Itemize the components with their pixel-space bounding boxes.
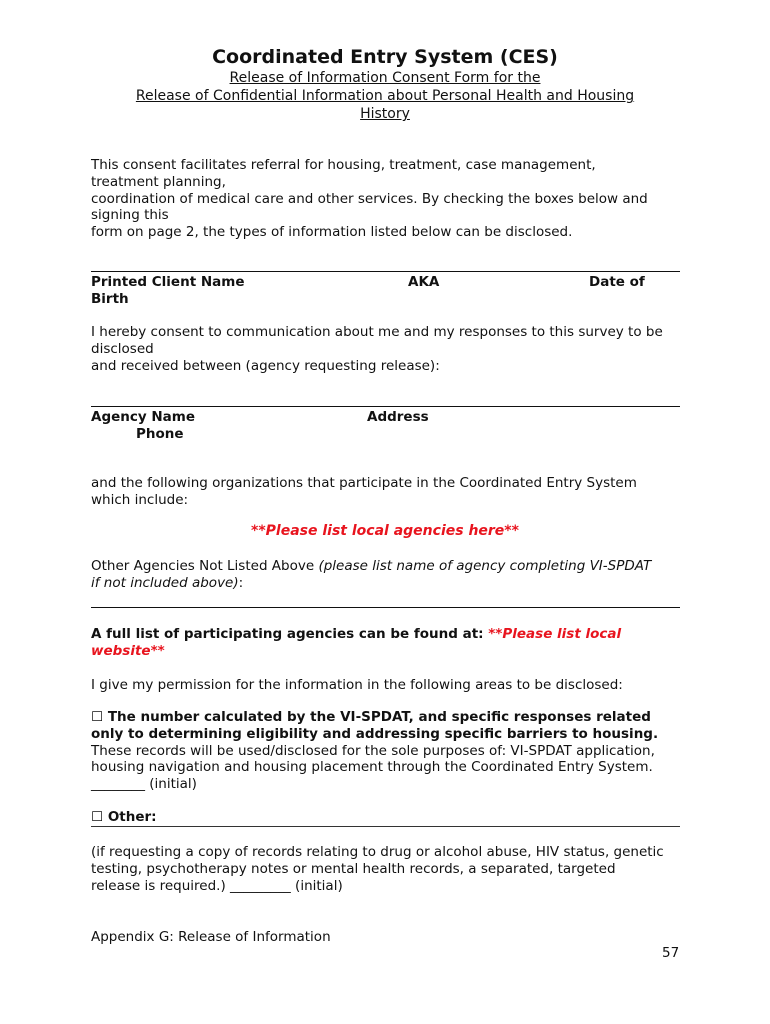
phone-label: Phone bbox=[136, 426, 184, 442]
permission-text: I give my permission for the information in the following areas to be disclosed: bbox=[91, 677, 623, 693]
subtitle-line-1: Release of Information Consent Form for the bbox=[229, 70, 541, 86]
address-label: Address bbox=[367, 409, 429, 425]
other-checkbox[interactable]: ☐ bbox=[91, 809, 104, 825]
intro-line: signing this bbox=[91, 207, 169, 224]
vi-spdat-option-title: The number calculated by the VI-SPDAT, and specific responses related bbox=[107, 709, 651, 725]
page-number: 57 bbox=[662, 945, 680, 961]
organizations-line: which include: bbox=[91, 491, 189, 508]
organizations-line: and the following organizations that participate in the Coordinated Entry System bbox=[91, 475, 637, 491]
page-title: Coordinated Entry System (CES) bbox=[212, 46, 558, 68]
dob-label-continued: Birth bbox=[91, 291, 129, 307]
consent-line: I hereby consent to communication about me and my responses to this survey to be bbox=[91, 324, 663, 340]
other-agencies-colon: : bbox=[238, 574, 244, 591]
other-option-label: Other: bbox=[107, 809, 157, 825]
local-agencies-placeholder: **Please list local agencies here** bbox=[251, 523, 519, 539]
intro-line: This consent facilitates referral for housing, treatment, case management, bbox=[91, 157, 596, 173]
local-website-placeholder: **Please list local bbox=[488, 626, 622, 642]
other-entry-line[interactable] bbox=[91, 826, 680, 827]
vi-spdat-option-description: These records will be used/disclosed for the sole purposes of: VI-SPDAT application, bbox=[91, 742, 655, 759]
appendix-footer: Appendix G: Release of Information bbox=[91, 929, 331, 945]
local-website-placeholder-continued: website** bbox=[91, 642, 165, 659]
vi-spdat-initial-field[interactable]: ________ (initial) bbox=[91, 776, 197, 793]
intro-line: form on page 2, the types of information listed below can be disclosed. bbox=[91, 224, 573, 241]
client-name-label: Printed Client Name bbox=[91, 274, 245, 290]
consent-line: disclosed bbox=[91, 340, 154, 357]
intro-line: treatment planning, bbox=[91, 173, 226, 190]
note-line: testing, psychotherapy notes or mental health records, a separated, targeted bbox=[91, 860, 616, 877]
agency-name-label: Agency Name bbox=[91, 409, 196, 425]
dob-label: Date of bbox=[589, 274, 645, 290]
full-list-label: A full list of participating agencies can be found at: bbox=[91, 626, 489, 642]
agency-entry-line[interactable] bbox=[91, 406, 680, 407]
aka-label: AKA bbox=[408, 274, 440, 290]
note-line: (if requesting a copy of records relating to drug or alcohol abuse, HIV status, genetic bbox=[91, 844, 664, 860]
organizations-paragraph bbox=[91, 475, 691, 509]
other-agencies-entry-line[interactable] bbox=[91, 607, 680, 608]
subtitle-line-3: History bbox=[360, 106, 410, 122]
intro-paragraph bbox=[91, 157, 691, 241]
other-agencies-paragraph bbox=[91, 558, 691, 592]
option-other bbox=[91, 809, 691, 826]
full-list-paragraph bbox=[91, 626, 691, 660]
intro-line: coordination of medical care and other services. By checking the boxes below and bbox=[91, 190, 648, 207]
vi-spdat-option-description: housing navigation and housing placement through the Coordinated Entry System. bbox=[91, 759, 653, 776]
subtitle-line-2: Release of Confidential Information about Personal Health and Housing bbox=[135, 88, 635, 104]
note-initial-field[interactable]: release is required.) _________ (initial) bbox=[91, 877, 343, 894]
client-signature-line[interactable] bbox=[91, 271, 680, 272]
other-agencies-instruction-continued: if not included above) bbox=[91, 574, 239, 591]
vi-spdat-checkbox[interactable]: ☐ bbox=[91, 709, 104, 725]
option-vi-spdat bbox=[91, 709, 691, 793]
consent-paragraph bbox=[91, 324, 691, 374]
consent-line: and received between (agency requesting release): bbox=[91, 357, 440, 374]
vi-spdat-option-title-continued: only to determining eligibility and addressing specific barriers to housing. bbox=[91, 725, 659, 742]
other-agencies-label: Other Agencies Not Listed Above bbox=[91, 558, 319, 574]
other-agencies-instruction: (please list name of agency completing VI-SPDAT bbox=[318, 558, 652, 574]
restricted-records-note bbox=[91, 844, 691, 894]
